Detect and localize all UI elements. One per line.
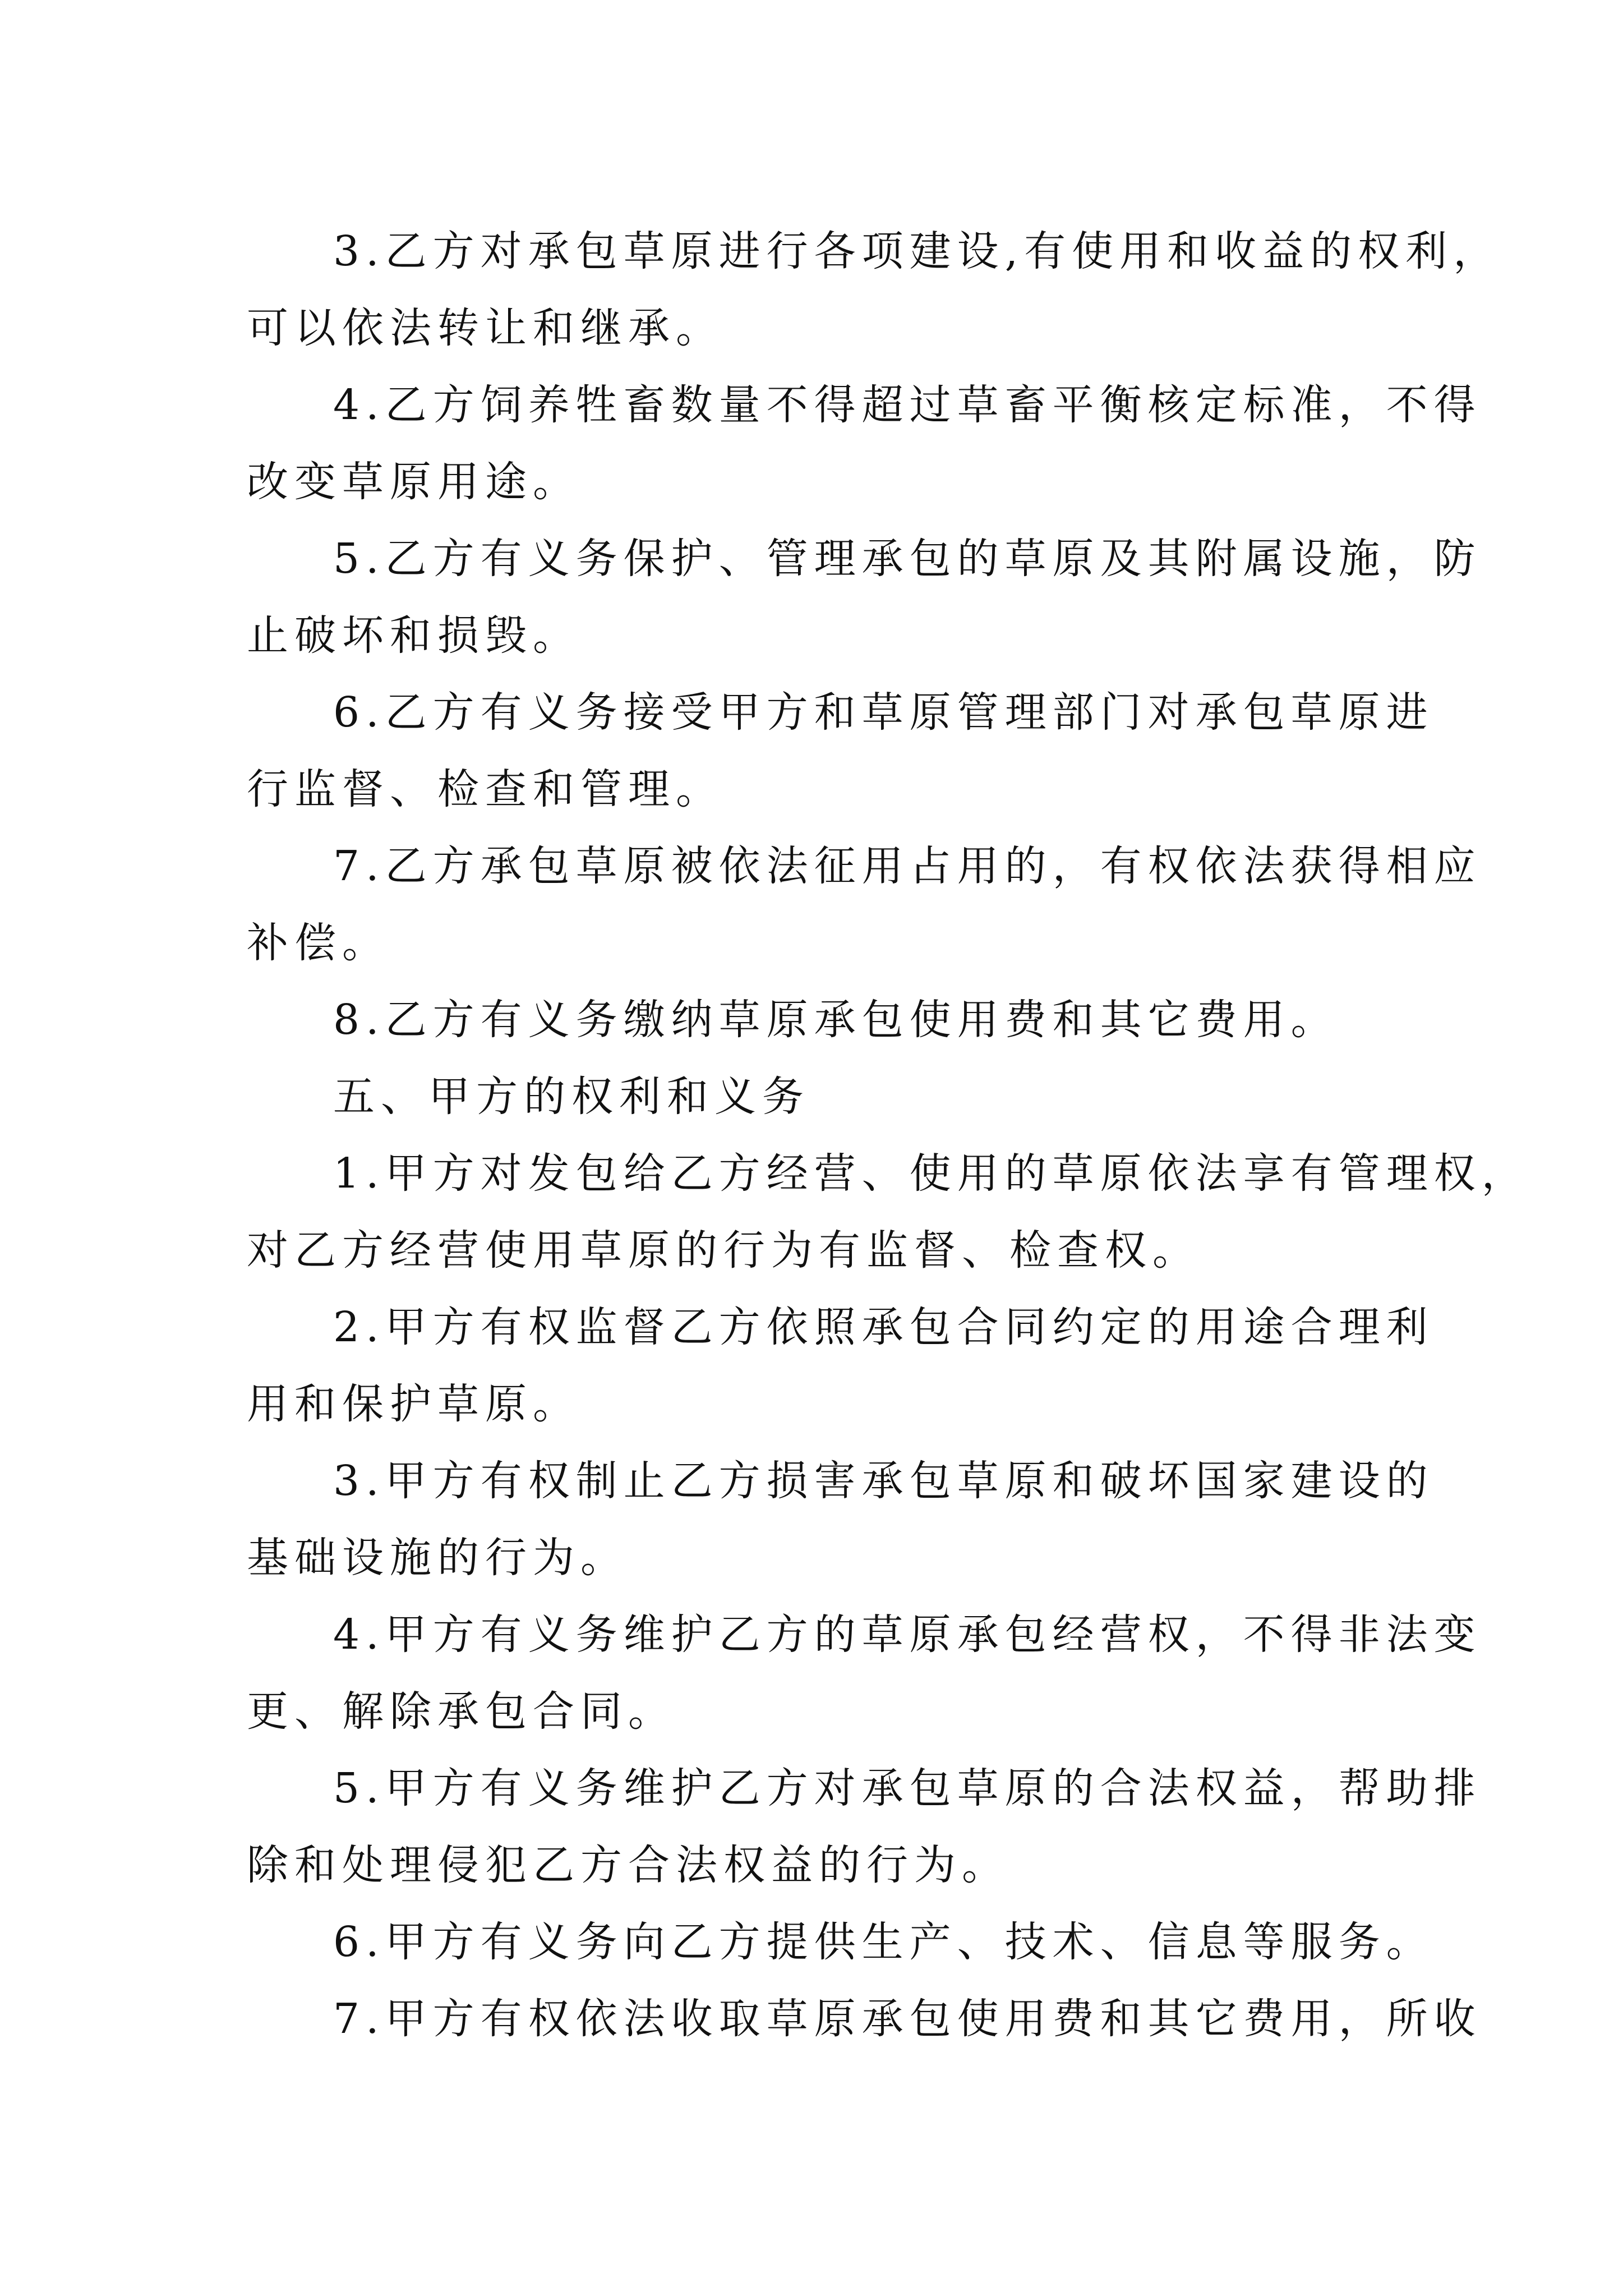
- paragraph-first-line: 3.乙方对承包草原进行各项建设,有使用和收益的权利，: [333, 227, 1501, 275]
- paragraph-first-line: 五、甲方的权利和义务: [333, 1073, 810, 1121]
- paragraph-continuation-line: 除和处理侵犯乙方合法权益的行为。: [247, 1841, 1009, 1889]
- paragraph-first-line: 6.甲方有义务向乙方提供生产、技术、信息等服务。: [333, 1918, 1434, 1966]
- paragraph-first-line: 1.甲方对发包给乙方经营、使用的草原依法享有管理权，: [333, 1149, 1529, 1198]
- paragraph-first-line: 8.乙方有义务缴纳草原承包使用费和其它费用。: [333, 996, 1339, 1044]
- paragraph-first-line: 4.乙方饲养牲畜数量不得超过草畜平衡核定标准，不得: [333, 381, 1482, 429]
- paragraph-continuation-line: 用和保护草原。: [247, 1380, 580, 1428]
- paragraph-first-line: 7.甲方有权依法收取草原承包使用费和其它费用，所收: [333, 1995, 1482, 2043]
- paragraph-continuation-line: 行监督、检查和管理。: [247, 765, 723, 813]
- paragraph-first-line: 7.乙方承包草原被依法征用占用的，有权依法获得相应: [333, 842, 1482, 890]
- paragraph-continuation-line: 基础设施的行为。: [247, 1534, 628, 1582]
- paragraph-continuation-line: 对乙方经营使用草原的行为有监督、检查权。: [247, 1226, 1200, 1274]
- paragraph-continuation-line: 可以依法转让和继承。: [247, 304, 723, 352]
- paragraph-first-line: 5.乙方有义务保护、管理承包的草原及其附属设施，防: [333, 535, 1482, 583]
- paragraph-first-line: 5.甲方有义务维护乙方对承包草原的合法权益，帮助排: [333, 1764, 1482, 1812]
- paragraph-continuation-line: 改变草原用途。: [247, 458, 580, 506]
- paragraph-first-line: 2.甲方有权监督乙方依照承包合同约定的用途合理利: [333, 1303, 1434, 1351]
- paragraph-continuation-line: 补偿。: [247, 919, 390, 967]
- paragraph-continuation-line: 更、解除承包合同。: [247, 1687, 676, 1736]
- paragraph-first-line: 3.甲方有权制止乙方损害承包草原和破坏国家建设的: [333, 1457, 1434, 1505]
- paragraph-first-line: 4.甲方有义务维护乙方的草原承包经营权，不得非法变: [333, 1611, 1482, 1659]
- paragraph-continuation-line: 止破坏和损毁。: [247, 611, 580, 660]
- paragraph-first-line: 6.乙方有义务接受甲方和草原管理部门对承包草原进: [333, 688, 1434, 737]
- document-body: [247, 213, 1529, 2058]
